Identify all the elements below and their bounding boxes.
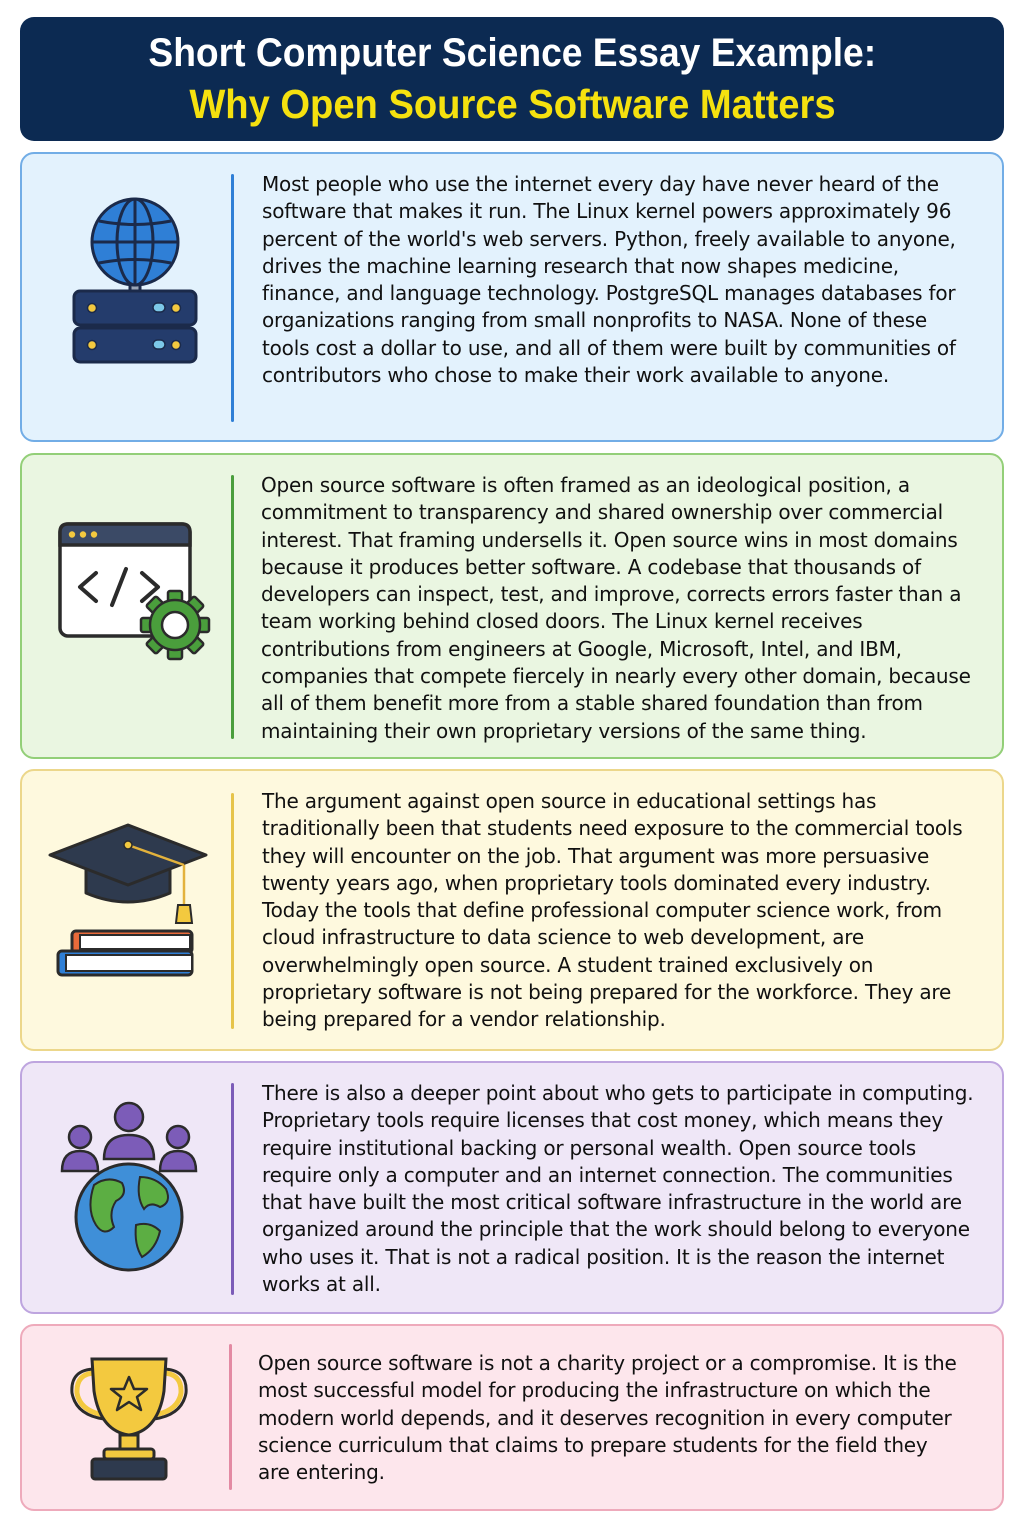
essay-section-5 (20, 1324, 1004, 1511)
graduation-cap-books-icon (48, 813, 210, 981)
section-paragraph: Open source software is often framed as an ideological position, a commitment to transparency and shared ownership over commercial interest. That framing undersells it. Open source wins in most domains because it produces better software. A codebase that thousands of developers can inspect, test, and improve, corrects errors faster than a team working behind closed doors. The Linux kernel receives contributions from engineers at Google, Microsoft, Intel, and IBM, companies that compete fiercely in nearly every other domain, because all of them benefit more from a stable shared foundation than from maintaining their own proprietary versions of the same thing. (261, 473, 971, 743)
section-paragraph: The argument against open source in educational settings has traditionally been that students need exposure to the commercial tools they will encounter on the job. That argument was more persuasive twenty years ago, when proprietary tools dominated every industry. Today the tools that define professional computer science work, from cloud infrastructure to data science to web development, are overwhelmingly open source. A student trained exclusively on proprietary software is not being prepared for the workforce. They are being prepared for a vendor relationship. (262, 789, 963, 1032)
section-divider (231, 1083, 234, 1295)
essay-section-1 (20, 152, 1004, 442)
page-title-line-1: Short Computer Science Essay Example: (148, 31, 876, 75)
section-divider (231, 475, 234, 739)
section-divider (231, 174, 234, 422)
trophy-icon (66, 1349, 192, 1483)
essay-section-3 (20, 769, 1004, 1051)
section-paragraph: Most people who use the internet every day have never heard of the software that makes it run. The Linux kernel powers approximately 96 percent of the world's web servers. Python, freely available to anyone, drives the machine learning research that now shapes medicine, finance, and language technology. PostgreSQL manages databases for organizations ranging from small nonprofits to NASA. None of these tools cost a dollar to use, and all of them were built by communities of contributors who chose to make their work available to anyone. (262, 172, 956, 388)
page-header (20, 17, 1004, 141)
section-divider (229, 1344, 232, 1490)
essay-section-2 (20, 453, 1004, 759)
code-window-gear-icon (56, 521, 216, 665)
globe-server-icon (70, 194, 200, 369)
page-title-line-2: Why Open Source Software Matters (188, 81, 836, 127)
section-paragraph: Open source software is not a charity project or a compromise. It is the most successful model for producing the infrastructure on which the modern world depends, and it deserves recognition in every computer science curriculum that claims to prepare students for the field they are entering. (258, 1351, 957, 1485)
section-divider (231, 793, 234, 1029)
section-paragraph: There is also a deeper point about who gets to participate in computing. Proprietary tools require licenses that cost money, which means they require institutional backing or personal wealth. Open source tools require only a computer and an internet connection. The communities that have built the most critical software infrastructure in the world are organized around the principle that the work should belong to everyone who uses it. That is not a radical position. It is the reason the internet works at all. (262, 1081, 974, 1297)
people-globe-icon (56, 1097, 202, 1277)
essay-section-4 (20, 1061, 1004, 1314)
